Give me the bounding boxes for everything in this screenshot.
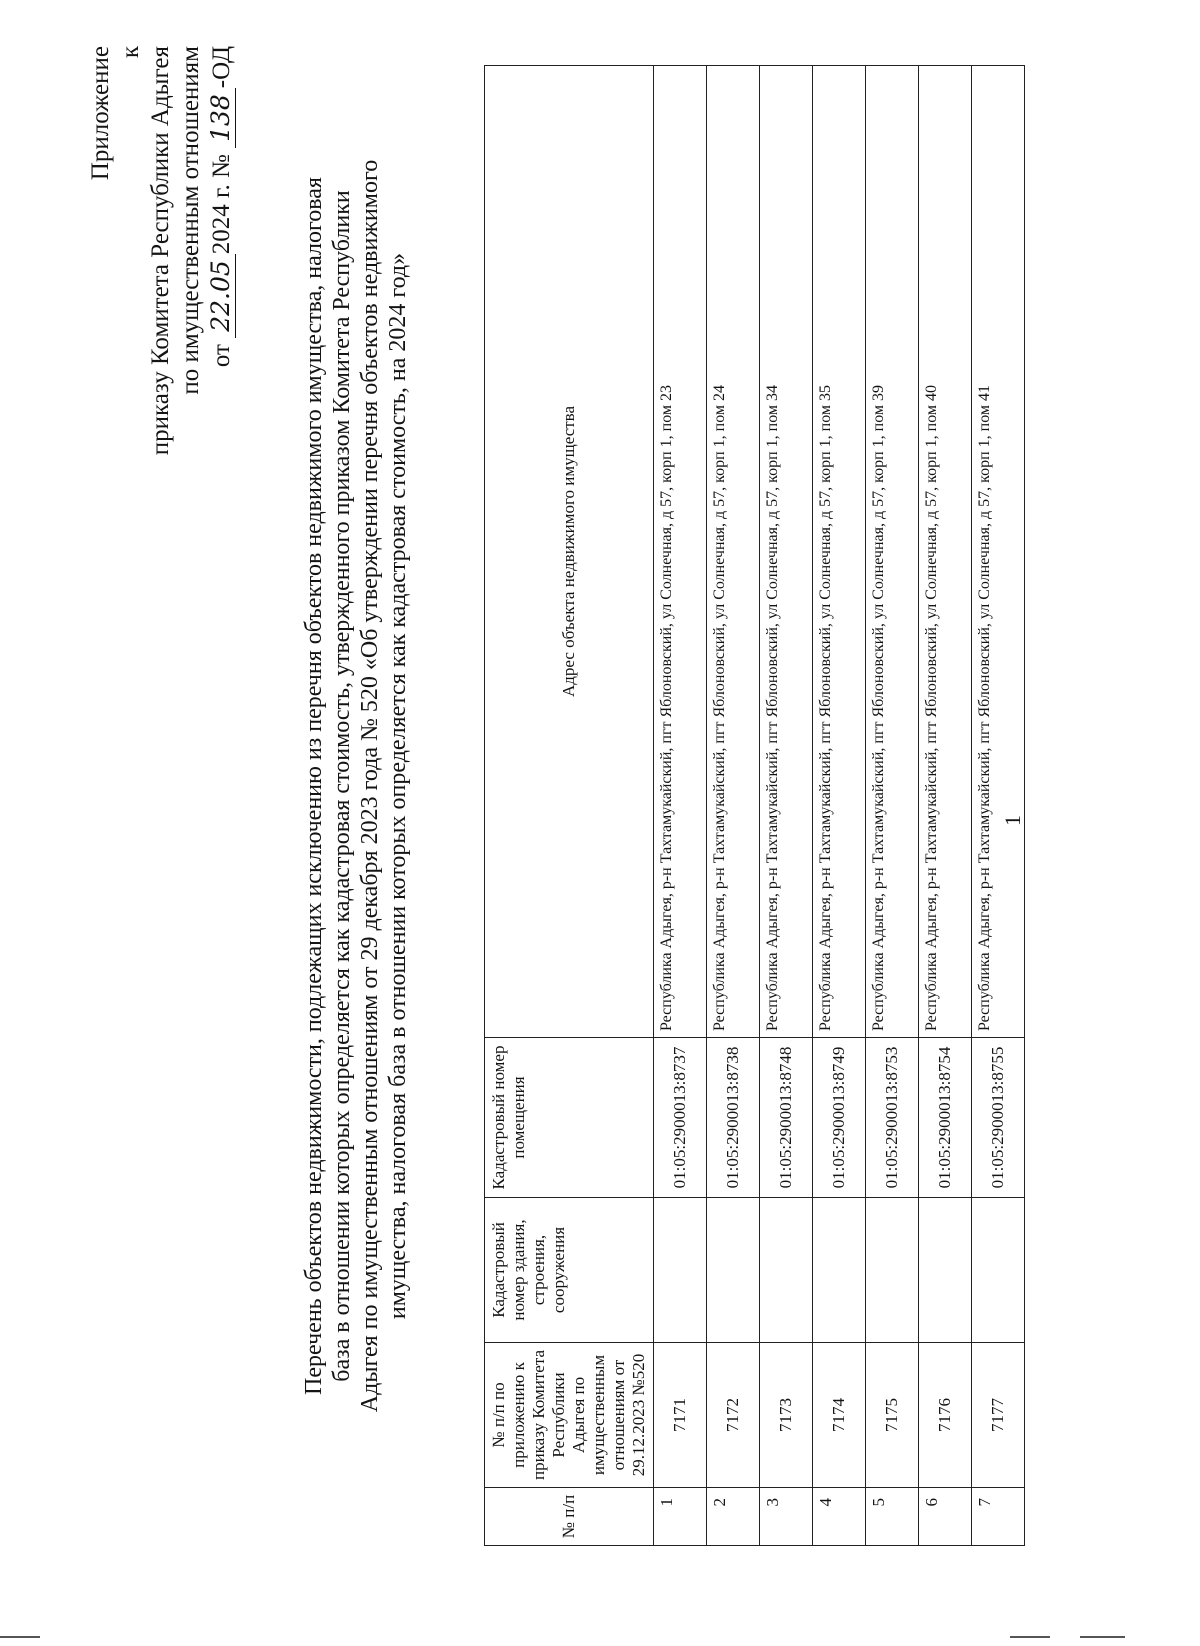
cell-ref: 7172	[707, 1343, 760, 1488]
cell-ref: 7173	[760, 1343, 813, 1488]
table-header-row	[485, 66, 654, 1546]
title-line-2: база в отношении которых определяется как кадастровая стоимость, утвержденного приказом Комитета Республики	[329, 190, 355, 1382]
table-row	[813, 66, 866, 1546]
cell-building	[707, 1198, 760, 1343]
scan-artifact	[1080, 1636, 1125, 1638]
cell-building	[972, 1198, 1025, 1343]
cell-no: 5	[866, 1488, 919, 1546]
cell-room: 01:05:2900013:8753	[866, 1038, 919, 1198]
scan-artifact	[1010, 1636, 1050, 1638]
table-row	[760, 66, 813, 1546]
col-header-address: Адрес объекта недвижимого имущества	[485, 66, 654, 1038]
cell-address: Республика Адыгея, р-н Тахтамукайский, пгт Яблоновский, ул Солнечная, д 57, корп 1, пом 34	[760, 66, 813, 1038]
cell-address: Республика Адыгея, р-н Тахтамукайский, пгт Яблоновский, ул Солнечная, д 57, корп 1, пом 40	[919, 66, 972, 1038]
title-line-3: Адыгея по имущественным отношениям от 29 декабря 2023 года № 520 «Об утверждении перечня объектов недвижимого	[357, 159, 383, 1413]
table-row	[707, 66, 760, 1546]
cell-no: 3	[760, 1488, 813, 1546]
col-header-ref: № п/п по приложению к приказу Комитета Республики Адыгея по имущественным отношениям от 29.12.2023 №520	[485, 1343, 654, 1488]
year-number-label: 2024 г. №	[208, 154, 235, 255]
appendix-header	[86, 46, 237, 606]
order-issuer-dept: по имущественным отношениям	[177, 46, 204, 395]
cell-no: 7	[972, 1488, 1025, 1546]
cell-no: 2	[707, 1488, 760, 1546]
cell-ref: 7171	[654, 1343, 707, 1488]
cell-room: 01:05:2900013:8754	[919, 1038, 972, 1198]
cell-ref: 7175	[866, 1343, 919, 1488]
page-number: 1	[1000, 815, 1025, 826]
cell-ref: 7177	[972, 1343, 1025, 1488]
cell-no: 1	[654, 1488, 707, 1546]
appendix-to: к	[117, 46, 144, 59]
objects-table	[484, 65, 1025, 1546]
cell-address: Республика Адыгея, р-н Тахтамукайский, пгт Яблоновский, ул Солнечная, д 57, корп 1, пом 23	[654, 66, 707, 1038]
handwritten-order-number: 138	[206, 88, 236, 148]
order-date-number	[206, 46, 237, 606]
cell-building	[919, 1198, 972, 1343]
document-title	[300, 106, 412, 1466]
cell-ref: 7176	[919, 1343, 972, 1488]
col-header-building: Кадастровый номер здания, строения, сооружения	[485, 1198, 654, 1343]
cell-room: 01:05:2900013:8738	[707, 1038, 760, 1198]
cell-ref: 7174	[813, 1343, 866, 1488]
title-line-1: Перечень объектов недвижимости, подлежащих исключению из перечня объектов недвижимого имущества, налоговая	[301, 177, 327, 1395]
order-suffix: -ОД	[208, 46, 235, 89]
table-row	[972, 66, 1025, 1546]
date-prefix: от	[208, 344, 235, 368]
cell-room: 01:05:2900013:8755	[972, 1038, 1025, 1198]
table-row	[919, 66, 972, 1546]
scan-artifact	[0, 1636, 40, 1638]
cell-address: Республика Адыгея, р-н Тахтамукайский, пгт Яблоновский, ул Солнечная, д 57, корп 1, пом 35	[813, 66, 866, 1038]
table-row	[654, 66, 707, 1546]
cell-building	[760, 1198, 813, 1343]
col-header-room: Кадастровый номер помещения	[485, 1038, 654, 1198]
cell-address: Республика Адыгея, р-н Тахтамукайский, пгт Яблоновский, ул Солнечная, д 57, корп 1, пом 39	[866, 66, 919, 1038]
appendix-label: Приложение	[87, 46, 114, 181]
table-row	[866, 66, 919, 1546]
handwritten-date: 22.05	[206, 254, 236, 338]
cell-no: 6	[919, 1488, 972, 1546]
cell-room: 01:05:2900013:8748	[760, 1038, 813, 1198]
cell-address: Республика Адыгея, р-н Тахтамукайский, пгт Яблоновский, ул Солнечная, д 57, корп 1, пом 24	[707, 66, 760, 1038]
cell-building	[813, 1198, 866, 1343]
cell-address: Республика Адыгея, р-н Тахтамукайский, пгт Яблоновский, ул Солнечная, д 57, корп 1, пом 41	[972, 66, 1025, 1038]
cell-building	[654, 1198, 707, 1343]
cell-room: 01:05:2900013:8737	[654, 1038, 707, 1198]
title-line-4: имущества, налоговая база в отношении которых определяется как кадастровая стоимость, на 2024 год»	[385, 252, 411, 1320]
cell-no: 4	[813, 1488, 866, 1546]
order-issuer: приказу Комитета Республики Адыгея	[147, 46, 174, 456]
cell-building	[866, 1198, 919, 1343]
cell-room: 01:05:2900013:8749	[813, 1038, 866, 1198]
col-header-no: № п/п	[485, 1488, 654, 1546]
